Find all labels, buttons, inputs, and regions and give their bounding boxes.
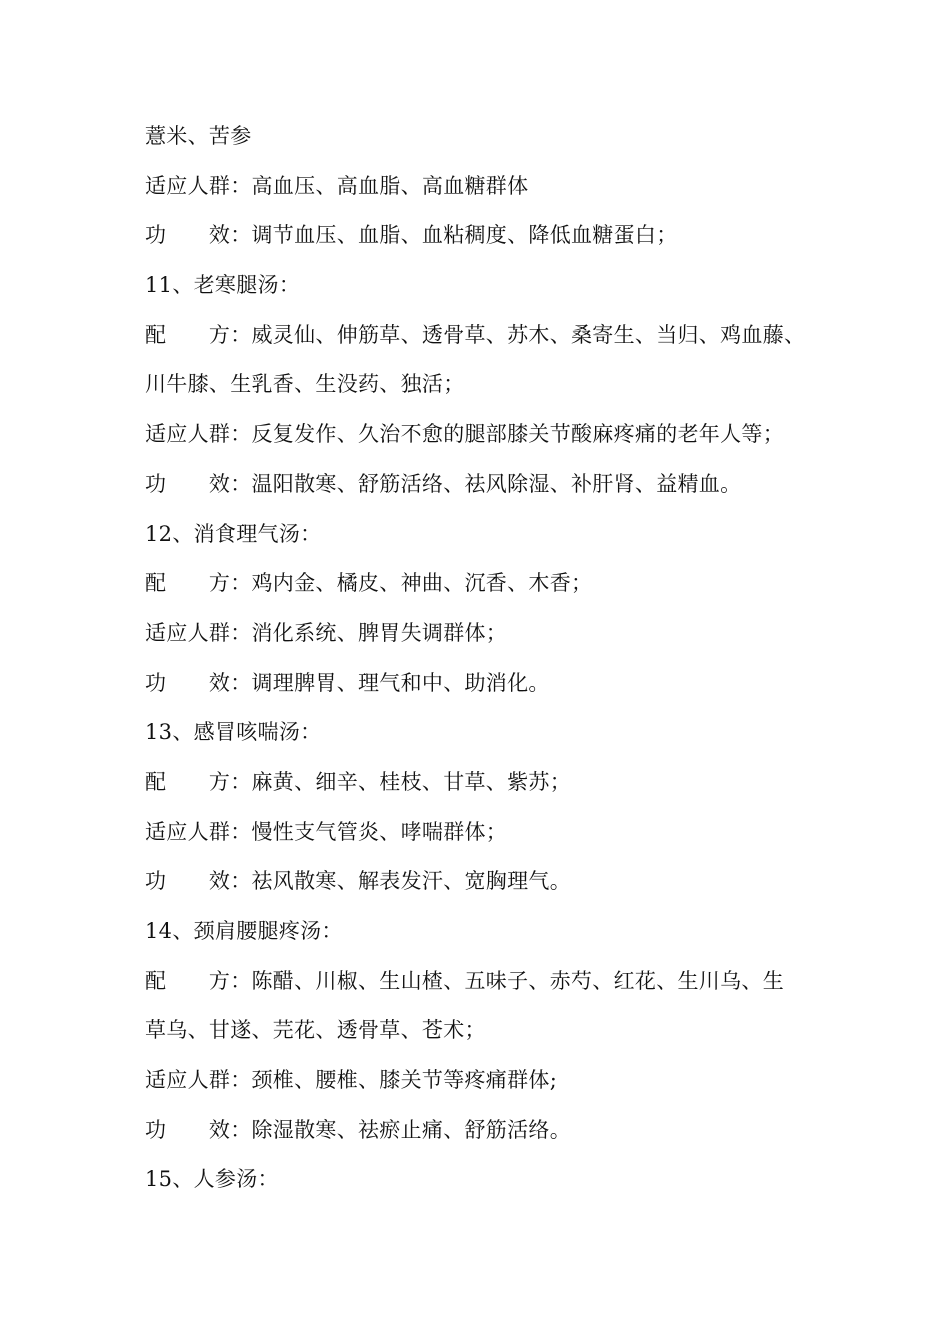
text-line: 配 方：麻黄、细辛、桂枝、甘草、紫苏； (145, 769, 571, 794)
text-line: 配 方：鸡内金、橘皮、神曲、沉香、木香； (145, 571, 593, 596)
text-line: 适应人群：高血压、高血脂、高血糖群体 (145, 173, 529, 198)
text-line: 功 效：调节血压、血脂、血粘稠度、降低血糖蛋白； (145, 223, 678, 248)
text-line: 适应人群：消化系统、脾胃失调群体； (145, 620, 508, 645)
text-line: 配 方：威灵仙、伸筋草、透骨草、苏木、桑寄生、当归、鸡血藤、 (145, 322, 806, 347)
text-line: 功 效：温阳散寒、舒筋活络、祛风除湿、补肝肾、益精血。 (145, 471, 742, 496)
text-line: 薏米、苦参 (145, 124, 252, 148)
text-line: 功 效：调理脾胃、理气和中、助消化。 (145, 670, 550, 695)
text-line: 适应人群：慢性支气管炎、哮喘群体； (145, 819, 508, 844)
text-line: 功 效：祛风散寒、解表发汗、宽胸理气。 (145, 869, 571, 894)
text-line: 功 效：除湿散寒、祛瘀止痛、舒筋活络。 (145, 1117, 571, 1142)
text-line: 草乌、甘遂、芫花、透骨草、苍术； (145, 1018, 486, 1043)
text-line: 适应人群：反复发作、久治不愈的腿部膝关节酸麻疼痛的老年人等； (145, 422, 784, 447)
text-line: 适应人群：颈椎、腰椎、膝关节等疼痛群体; (145, 1068, 558, 1093)
section-heading: 14、颈肩腰腿疼汤： (145, 919, 343, 943)
section-heading: 12、消食理气汤： (145, 521, 322, 546)
text-line: 川牛膝、生乳香、生没药、独活； (145, 372, 465, 397)
section-heading: 11、老寒腿汤： (145, 273, 301, 298)
text-line: 配 方：陈醋、川椒、生山楂、五味子、赤芍、红花、生川乌、生 (145, 968, 784, 993)
section-heading: 15、人参汤： (145, 1167, 279, 1192)
section-heading: 13、感冒咳喘汤： (145, 720, 322, 745)
document-body (145, 112, 825, 1205)
